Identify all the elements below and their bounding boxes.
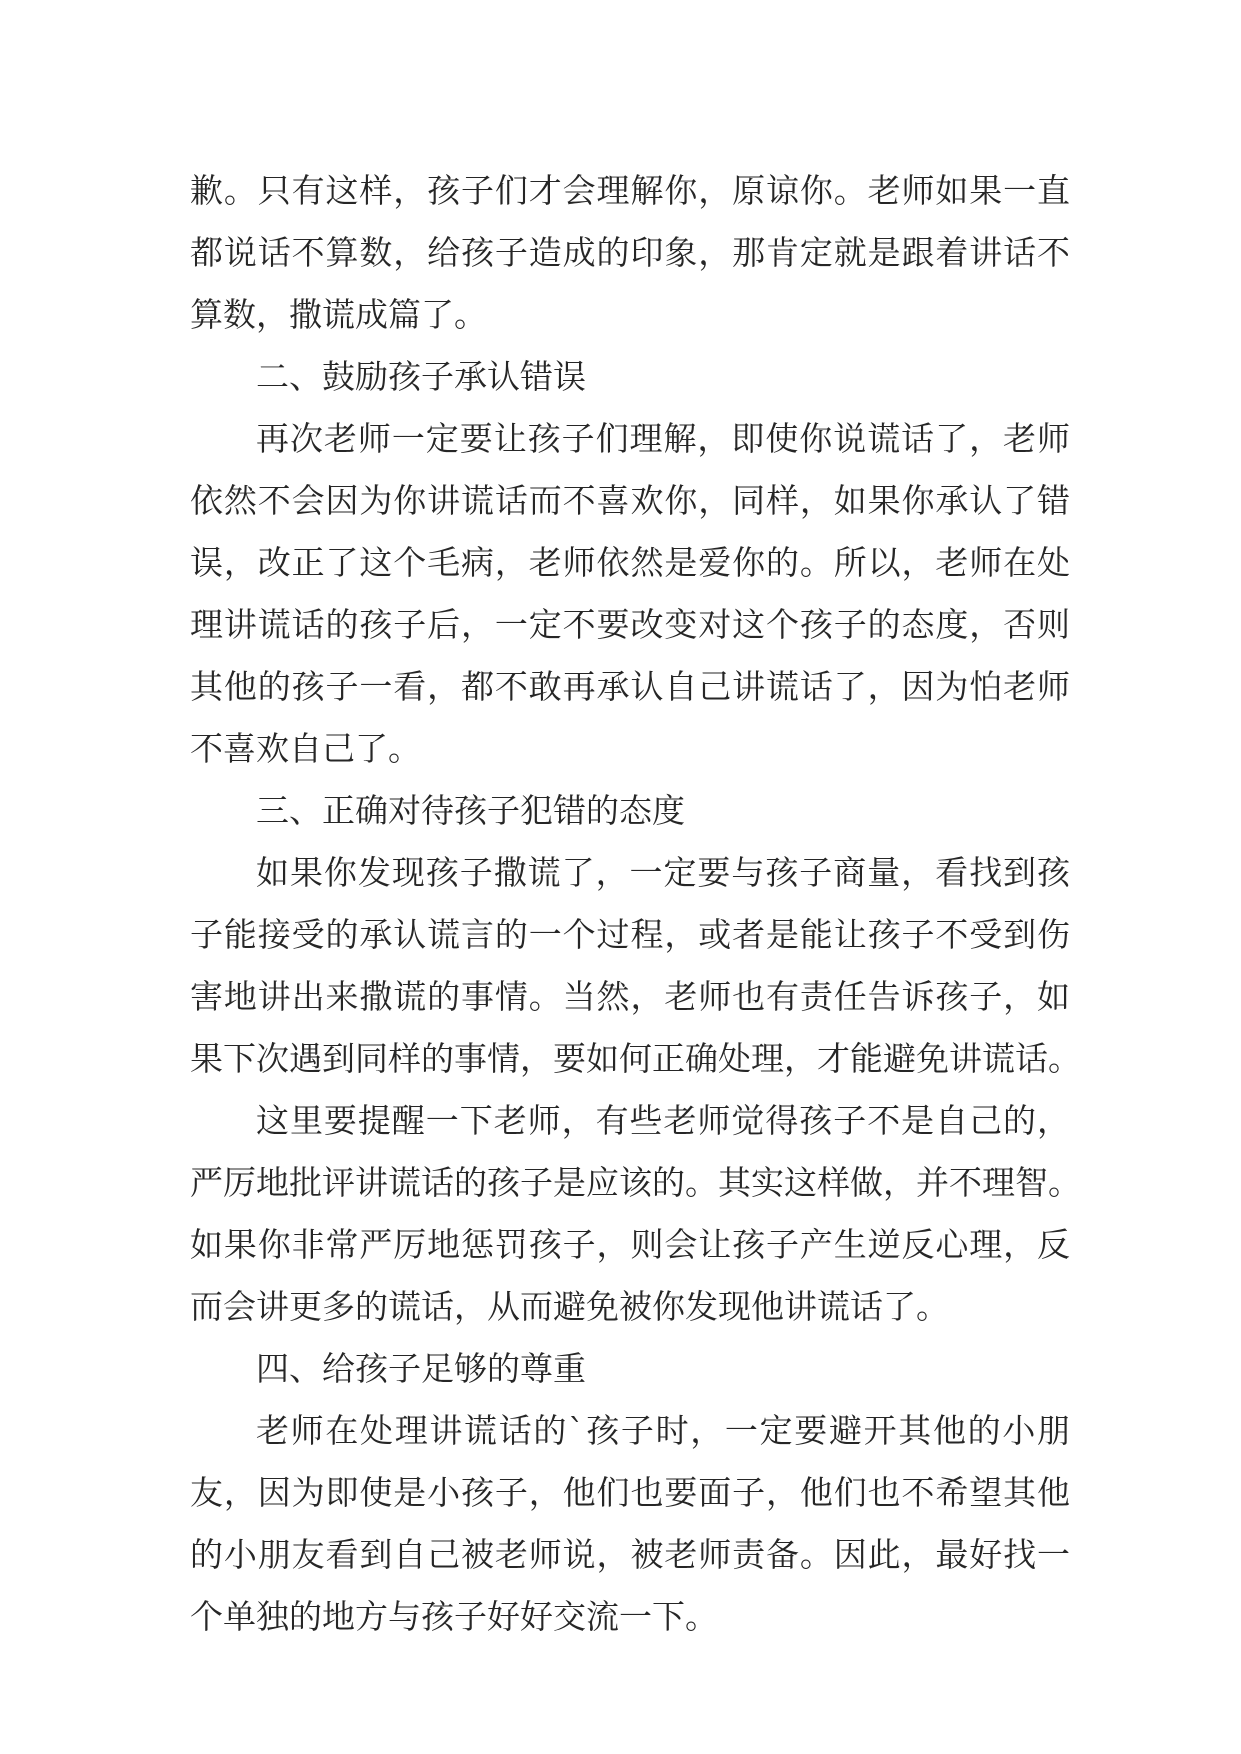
text-line: 不喜欢自己了。 [190,729,421,768]
text-line: 的小朋友看到自己被老师说，被老师责备。因此，最好找一 [190,1535,1070,1574]
text-line: 依然不会因为你讲谎话而不喜欢你，同样，如果你承认了错 [190,481,1070,520]
text-line: 误，改正了这个毛病，老师依然是爱你的。所以，老师在处 [190,543,1070,582]
text-line: 这里要提醒一下老师，有些老师觉得孩子不是自己的， [256,1101,1070,1140]
text-line: 再次老师一定要让孩子们理解，即使你说谎话了，老师 [256,419,1070,458]
text-line: 如果你非常严厉地惩罚孩子，则会让孩子产生逆反心理，反 [190,1225,1070,1264]
paragraph [190,408,1070,780]
paragraph [190,842,1081,1090]
text-line: 歉。只有这样，孩子们才会理解你，原谅你。老师如果一直 [190,171,1070,210]
text-line: 而会讲更多的谎话，从而避免被你发现他讲谎话了。 [190,1287,949,1326]
section-heading: 二、鼓励孩子承认错误 [256,357,586,396]
section-heading: 三、正确对待孩子犯错的态度 [256,791,685,830]
text-line: 果下次遇到同样的事情，要如何正确处理，才能避免讲谎话。 [190,1039,1081,1078]
text-line: 算数，撒谎成篇了。 [190,295,487,334]
text-line: 老师在处理讲谎话的`孩子时，一定要避开其他的小朋 [256,1411,1070,1450]
text-line: 其他的孩子一看，都不敢再承认自己讲谎话了，因为怕老师 [190,667,1070,706]
text-line: 子能接受的承认谎言的一个过程，或者是能让孩子不受到伤 [190,915,1070,954]
text-line: 个单独的地方与孩子好好交流一下。 [190,1597,718,1636]
text-line: 害地讲出来撒谎的事情。当然，老师也有责任告诉孩子，如 [190,977,1070,1016]
text-line: 如果你发现孩子撒谎了，一定要与孩子商量，看找到孩 [256,853,1070,892]
text-line: 都说话不算数，给孩子造成的印象，那肯定就是跟着讲话不 [190,233,1070,272]
text-line: 严厉地批评讲谎话的孩子是应该的。其实这样做，并不理智。 [190,1163,1081,1202]
paragraph [190,160,1070,346]
paragraph [190,1400,1070,1648]
paragraph [190,1090,1081,1338]
text-line: 理讲谎话的孩子后，一定不要改变对这个孩子的态度，否则 [190,605,1070,644]
document-page [190,160,1081,1648]
text-line: 友，因为即使是小孩子，他们也要面子，他们也不希望其他 [190,1473,1070,1512]
section-heading: 四、给孩子足够的尊重 [256,1349,586,1388]
